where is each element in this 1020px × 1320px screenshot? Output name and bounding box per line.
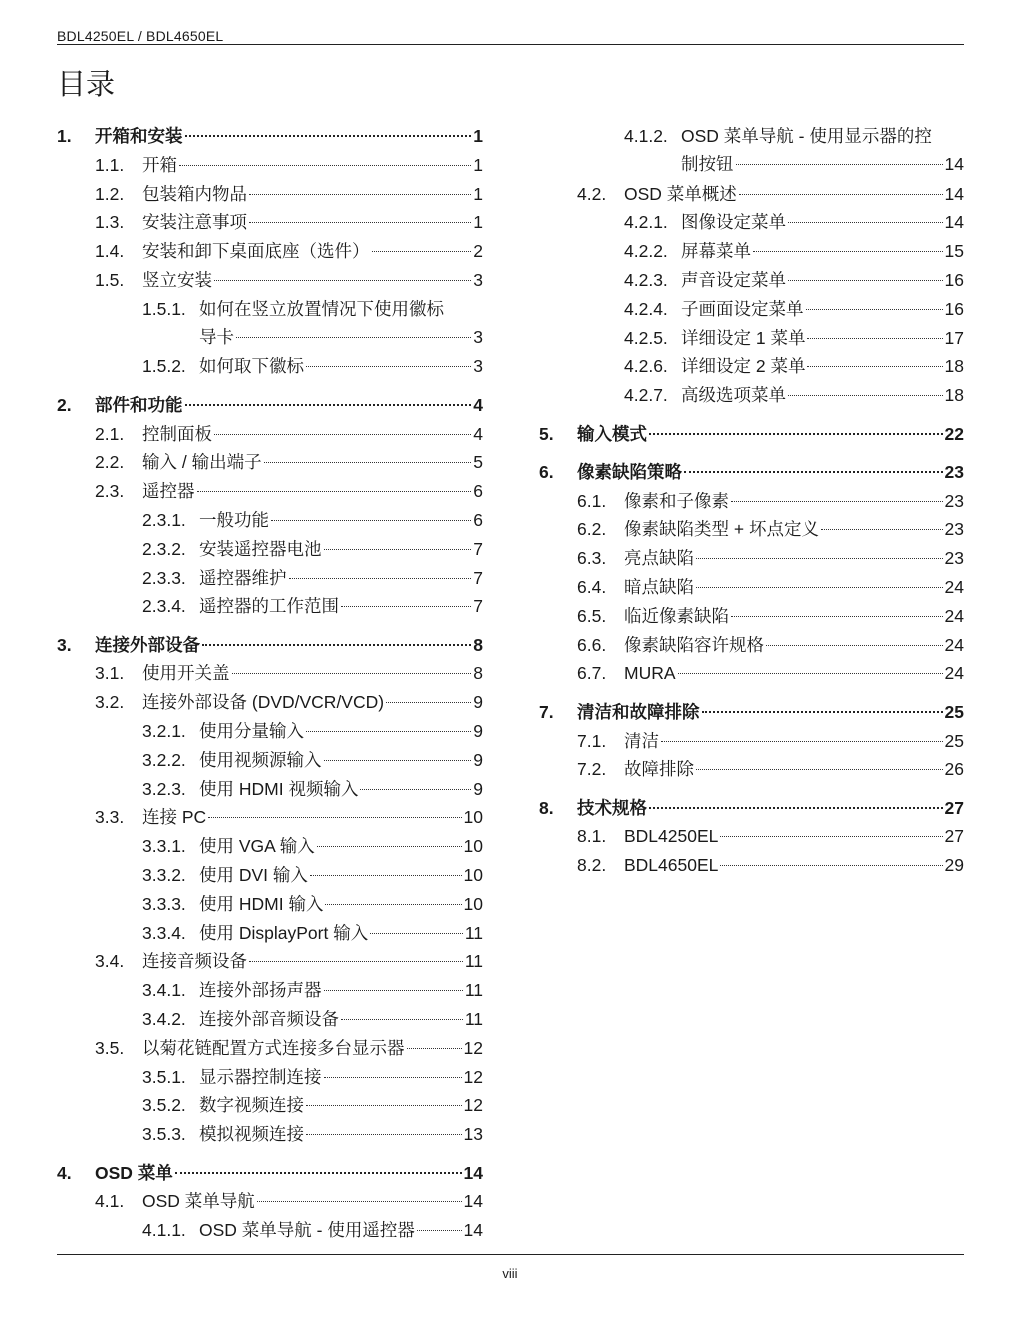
toc-entry-page-number: 23	[944, 519, 964, 540]
toc-entry-number: 3.2.3.	[142, 778, 186, 799]
toc-entry-number: 3.5.	[95, 1037, 125, 1058]
toc-dot-leader	[236, 337, 471, 338]
toc-entry-title: 安装和卸下桌面底座（选件）	[142, 241, 370, 262]
toc-entry-page-number: 11	[464, 951, 483, 972]
toc-entry-number: 4.1.1.	[142, 1220, 186, 1241]
toc-entry-title: 如何取下徽标	[199, 356, 304, 377]
toc-entry-page-number: 24	[944, 663, 964, 684]
toc-entry-number: 4.2.	[577, 183, 607, 204]
toc-dot-leader	[317, 846, 462, 847]
toc-entry-page-number: 18	[944, 356, 964, 377]
toc-entry-title: 连接外部音频设备	[199, 1009, 339, 1029]
toc-entry-page-number: 23	[944, 490, 964, 511]
toc-dot-leader	[185, 404, 472, 406]
toc-entry-number: 6.1.	[577, 490, 607, 511]
toc-entry-title: 竖立安装	[142, 270, 212, 290]
toc-entry-title: 使用开关盖	[142, 663, 230, 684]
toc-dot-leader	[739, 194, 943, 195]
toc-entry-page-number: 7	[473, 596, 483, 617]
toc-entry-title-continued: 制按钮	[681, 154, 734, 174]
toc-dot-leader	[306, 731, 471, 732]
toc-entry-number: 3.3.2.	[142, 865, 186, 885]
toc-entry-number: 5.	[539, 423, 554, 444]
toc-entry-number: 6.4.	[577, 577, 607, 597]
toc-dot-leader	[806, 309, 943, 310]
toc-entry-page-number: 12	[463, 1066, 483, 1087]
toc-entry-title-continued: 导卡	[199, 326, 234, 347]
toc-entry-number: 4.1.	[95, 1191, 125, 1212]
toc-entry-number: 3.5.2.	[142, 1095, 186, 1116]
toc-entry-number: 4.2.3.	[624, 270, 668, 290]
document-model-header: BDL4250EL / BDL4650EL	[57, 28, 224, 44]
toc-entry-page-number: 16	[944, 298, 964, 319]
toc-entry-page-number: 25	[944, 701, 964, 722]
toc-entry-title: 遥控器的工作范围	[199, 596, 339, 617]
toc-entry-title: 像素缺陷策略	[577, 461, 682, 482]
toc-entry-title: 模拟视频连接	[199, 1124, 304, 1145]
toc-dot-leader	[807, 366, 942, 367]
toc-entry-page-number: 5	[473, 452, 483, 473]
toc-dot-leader	[736, 164, 943, 165]
toc-entry-number: 4.2.6.	[624, 356, 668, 377]
toc-dot-leader	[306, 1134, 462, 1135]
toc-entry-title: 输入模式	[577, 423, 647, 444]
toc-entry-number: 4.	[57, 1162, 72, 1183]
toc-entry-title: 屏幕菜单	[681, 241, 751, 262]
toc-entry-title: 一般功能	[199, 509, 269, 530]
toc-dot-leader	[360, 789, 471, 790]
toc-entry-page-number: 4	[473, 394, 483, 415]
toc-entry-title: 控制面板	[142, 423, 212, 444]
toc-entry-page-number: 15	[944, 241, 964, 262]
toc-entry-number: 3.5.1.	[142, 1066, 186, 1087]
toc-dot-leader	[684, 471, 943, 473]
toc-entry-title: 像素缺陷容许规格	[624, 634, 764, 655]
toc-entry-title: 使用视频源输入	[199, 749, 322, 770]
toc-entry-title: OSD 菜单概述	[624, 183, 737, 204]
toc-entry-page-number: 23	[944, 461, 964, 482]
toc-entry-page-number: 9	[473, 692, 483, 713]
toc-dot-leader	[306, 1105, 462, 1106]
toc-entry-page-number: 14	[944, 212, 964, 233]
toc-entry-number: 3.3.4.	[142, 922, 186, 943]
toc-entry-title: 技术规格	[577, 797, 647, 818]
toc-entry-number: 6.6.	[577, 634, 607, 655]
toc-dot-leader	[807, 338, 942, 339]
toc-entry-page-number: 27	[944, 797, 964, 818]
toc-entry-page-number: 12	[463, 1037, 483, 1058]
toc-dot-leader	[696, 769, 943, 770]
toc-entry-title: 像素和子像素	[624, 490, 729, 511]
toc-entry-page-number: 14	[944, 154, 964, 174]
toc-entry-title: 部件和功能	[95, 394, 183, 415]
toc-entry-title: MURA	[624, 663, 676, 684]
toc-entry-number: 6.2.	[577, 519, 607, 540]
toc-entry-page-number: 14	[463, 1220, 483, 1241]
toc-entry-number: 3.5.3.	[142, 1124, 186, 1145]
toc-entry-number: 3.3.1.	[142, 836, 186, 857]
toc-entry-number: 8.	[539, 797, 554, 818]
toc-entry-page-number: 29	[944, 855, 964, 876]
toc-entry-number: 1.5.	[95, 270, 125, 290]
footer-divider	[57, 1254, 964, 1255]
toc-entry-title: 使用 HDMI 视频输入	[199, 778, 359, 799]
toc-entry-number: 1.1.	[95, 154, 125, 175]
toc-entry-title: 图像设定菜单	[681, 212, 786, 233]
toc-entry-title: 安装遥控器电池	[199, 538, 322, 559]
toc-entry-title: BDL4650EL	[624, 855, 719, 876]
toc-entry-number: 7.2.	[577, 759, 607, 780]
toc-entry-page-number: 17	[944, 327, 964, 348]
toc-entry-number: 1.5.1.	[142, 298, 186, 319]
toc-dot-leader	[214, 280, 471, 281]
toc-entry-number: 2.3.3.	[142, 567, 186, 588]
toc-entry-number: 6.	[539, 461, 554, 482]
toc-entry-title: 如何在竖立放置情况下使用徽标	[199, 298, 444, 319]
toc-entry-page-number: 25	[944, 730, 964, 751]
toc-dot-leader	[179, 165, 471, 166]
toc-entry-page-number: 3	[473, 270, 483, 290]
toc-dot-leader	[324, 760, 472, 761]
toc-dot-leader	[407, 1048, 462, 1049]
page-number: viii	[502, 1266, 518, 1281]
toc-dot-leader	[271, 520, 471, 521]
toc-entry-number: 3.3.	[95, 807, 125, 828]
toc-entry-page-number: 24	[944, 577, 964, 597]
toc-entry-title: 暗点缺陷	[624, 577, 694, 597]
toc-entry-page-number: 1	[473, 183, 483, 204]
toc-entry-page-number: 16	[944, 270, 964, 290]
toc-entry-title: 高级选项菜单	[681, 385, 786, 406]
toc-entry-page-number: 11	[464, 980, 483, 1001]
toc-dot-leader	[753, 251, 943, 252]
toc-entry-title: 安装注意事项	[142, 212, 247, 233]
toc-entry-page-number: 23	[944, 548, 964, 569]
toc-entry-title: 使用 DVI 输入	[199, 865, 308, 885]
toc-entry-title: 连接 PC	[142, 807, 207, 828]
toc-entry-number: 2.3.	[95, 481, 125, 502]
toc-entry-number: 8.1.	[577, 826, 607, 847]
toc-entry-title: 详细设定 2 菜单	[681, 356, 806, 377]
toc-entry-page-number: 2	[473, 241, 483, 262]
toc-dot-leader	[249, 194, 471, 195]
toc-entry-page-number: 11	[464, 1009, 483, 1029]
toc-entry-page-number: 12	[463, 1095, 483, 1116]
toc-dot-leader	[720, 865, 942, 866]
toc-entry-page-number: 11	[464, 922, 483, 943]
toc-entry-page-number: 3	[473, 356, 483, 377]
toc-entry-title: 开箱和安装	[95, 126, 183, 146]
toc-entry-title: 数字视频连接	[199, 1095, 304, 1116]
toc-dot-leader	[249, 222, 471, 223]
toc-entry-page-number: 10	[463, 865, 483, 885]
toc-entry-number: 1.	[57, 126, 72, 146]
toc-entry-title: 子画面设定菜单	[681, 298, 804, 319]
toc-entry-page-number: 6	[473, 481, 483, 502]
toc-entry-title: 使用 VGA 输入	[199, 836, 315, 857]
toc-entry-number: 2.1.	[95, 423, 125, 444]
toc-entry-title: 故障排除	[624, 759, 694, 780]
toc-entry-title: OSD 菜单导航 - 使用显示器的控	[681, 126, 932, 146]
toc-entry-number: 4.2.7.	[624, 385, 668, 406]
toc-entry-page-number: 8	[473, 663, 483, 684]
toc-entry-number: 1.5.2.	[142, 356, 186, 377]
toc-dot-leader	[372, 251, 472, 252]
toc-entry-page-number: 24	[944, 634, 964, 655]
toc-dot-leader	[208, 817, 461, 818]
toc-entry-number: 3.1.	[95, 663, 125, 684]
toc-entry-number: 7.	[539, 701, 554, 722]
toc-entry-title: 使用 HDMI 输入	[199, 893, 324, 914]
toc-dot-leader	[325, 904, 461, 905]
toc-dot-leader	[766, 645, 943, 646]
toc-entry-number: 3.2.	[95, 692, 125, 713]
toc-entry-number: 3.3.3.	[142, 893, 186, 914]
toc-entry-number: 3.2.2.	[142, 749, 186, 770]
toc-entry-number: 7.1.	[577, 730, 607, 751]
toc-entry-title: 连接外部设备 (DVD/VCR/VCD)	[142, 692, 385, 713]
toc-entry-number: 8.2.	[577, 855, 607, 876]
toc-dot-leader	[821, 529, 943, 530]
toc-entry-number: 1.3.	[95, 212, 125, 233]
toc-dot-leader	[232, 673, 472, 674]
toc-entry-number: 2.2.	[95, 452, 125, 473]
toc-entry-title: 详细设定 1 菜单	[681, 327, 806, 348]
toc-entry-number: 2.	[57, 394, 72, 415]
toc-entry-title: 开箱	[142, 154, 177, 175]
toc-dot-leader	[306, 366, 471, 367]
toc-entry-page-number: 10	[463, 836, 483, 857]
toc-entry-title: 遥控器维护	[199, 567, 287, 588]
toc-entry-page-number: 1	[473, 126, 483, 146]
toc-entry-title: BDL4250EL	[624, 826, 719, 847]
toc-dot-leader	[731, 616, 943, 617]
toc-entry-number: 6.5.	[577, 605, 607, 626]
page-title: 目录	[57, 69, 116, 101]
toc-dot-leader	[341, 606, 471, 607]
toc-entry-number: 2.3.1.	[142, 509, 186, 530]
header-divider	[57, 44, 964, 45]
toc-entry-title: 使用分量输入	[199, 721, 304, 741]
toc-entry-title: 清洁和故障排除	[577, 701, 700, 722]
toc-entry-page-number: 22	[944, 423, 964, 444]
toc-dot-leader	[720, 836, 942, 837]
toc-entry-title: 连接外部扬声器	[199, 980, 322, 1001]
toc-entry-page-number: 10	[463, 807, 483, 828]
toc-dot-leader	[214, 434, 471, 435]
toc-entry-page-number: 7	[473, 567, 483, 588]
toc-entry-title: OSD 菜单导航	[142, 1191, 255, 1212]
toc-entry-page-number: 14	[944, 183, 964, 204]
toc-dot-leader	[264, 462, 472, 463]
toc-dot-leader	[175, 1172, 462, 1174]
toc-entry-number: 2.3.2.	[142, 538, 186, 559]
toc-entry-page-number: 10	[463, 893, 483, 914]
toc-entry-number: 4.2.5.	[624, 327, 668, 348]
toc-dot-leader	[324, 1077, 462, 1078]
toc-entry-page-number: 9	[473, 749, 483, 770]
toc-entry-title: 连接外部设备	[95, 634, 200, 655]
toc-entry-title: 声音设定菜单	[681, 270, 786, 290]
toc-entry-page-number: 1	[473, 154, 483, 175]
toc-dot-leader	[386, 702, 471, 703]
toc-entry-title: 输入 / 输出端子	[142, 452, 262, 473]
toc-dot-leader	[289, 578, 472, 579]
toc-entry-page-number: 13	[463, 1124, 483, 1145]
toc-dot-leader	[696, 587, 943, 588]
toc-entry-page-number: 1	[473, 212, 483, 233]
toc-entry-page-number: 6	[473, 509, 483, 530]
toc-entry-number: 3.	[57, 634, 72, 655]
toc-entry-number: 1.4.	[95, 241, 125, 262]
toc-entry-number: 4.2.4.	[624, 298, 668, 319]
toc-entry-page-number: 18	[944, 385, 964, 406]
toc-entry-number: 3.2.1.	[142, 721, 186, 741]
toc-entry-number: 6.7.	[577, 663, 607, 684]
toc-entry-title: 连接音频设备	[142, 951, 247, 972]
toc-dot-leader	[341, 1019, 463, 1020]
toc-dot-leader	[696, 558, 943, 559]
toc-entry-page-number: 14	[463, 1191, 483, 1212]
toc-entry-title: 亮点缺陷	[624, 548, 694, 569]
toc-entry-title: 临近像素缺陷	[624, 605, 729, 626]
toc-entry-title: 显示器控制连接	[199, 1066, 322, 1087]
toc-entry-number: 4.1.2.	[624, 126, 668, 146]
toc-entry-page-number: 4	[473, 423, 483, 444]
toc-entry-title: 遥控器	[142, 481, 195, 502]
toc-entry-number: 1.2.	[95, 183, 125, 204]
toc-dot-leader	[649, 433, 943, 435]
toc-dot-leader	[702, 711, 943, 713]
toc-dot-leader	[185, 135, 472, 137]
toc-entry-page-number: 9	[473, 778, 483, 799]
toc-entry-title: 使用 DisplayPort 输入	[199, 922, 369, 943]
toc-entry-number: 4.2.2.	[624, 241, 668, 262]
toc-entry-page-number: 9	[473, 721, 483, 741]
toc-dot-leader	[310, 875, 462, 876]
toc-dot-leader	[731, 501, 943, 502]
toc-entry-title: 清洁	[624, 730, 659, 751]
toc-entry-page-number: 24	[944, 605, 964, 626]
toc-dot-leader	[249, 961, 463, 962]
toc-entry-number: 2.3.4.	[142, 596, 186, 617]
toc-dot-leader	[370, 933, 463, 934]
toc-entry-number: 4.2.1.	[624, 212, 668, 233]
toc-dot-leader	[202, 644, 471, 646]
toc-entry-title: OSD 菜单	[95, 1162, 173, 1183]
toc-entry-number: 3.4.	[95, 951, 125, 972]
toc-dot-leader	[257, 1201, 462, 1202]
toc-entry-title: 像素缺陷类型 + 坏点定义	[624, 519, 819, 540]
toc-dot-leader	[788, 222, 943, 223]
toc-entry-page-number: 7	[473, 538, 483, 559]
toc-entry-page-number: 14	[463, 1162, 483, 1183]
toc-entry-number: 3.4.1.	[142, 980, 186, 1001]
toc-dot-leader	[788, 395, 943, 396]
toc-dot-leader	[324, 549, 472, 550]
toc-entry-page-number: 27	[944, 826, 964, 847]
toc-dot-leader	[197, 491, 472, 492]
toc-entry-page-number: 26	[944, 759, 964, 780]
toc-entry-title: OSD 菜单导航 - 使用遥控器	[199, 1220, 415, 1241]
toc-entry-page-number: 3	[473, 326, 483, 347]
toc-entry-number: 6.3.	[577, 548, 607, 569]
toc-dot-leader	[788, 280, 943, 281]
toc-entry-title: 以菊花链配置方式连接多台显示器	[142, 1037, 405, 1058]
toc-entry-number: 3.4.2.	[142, 1009, 186, 1029]
toc-dot-leader	[649, 807, 943, 809]
toc-dot-leader	[324, 990, 463, 991]
toc-dot-leader	[678, 673, 943, 674]
toc-dot-leader	[661, 741, 943, 742]
toc-entry-page-number: 8	[473, 634, 483, 655]
toc-entry-title: 包装箱内物品	[142, 183, 247, 204]
toc-dot-leader	[417, 1230, 462, 1231]
